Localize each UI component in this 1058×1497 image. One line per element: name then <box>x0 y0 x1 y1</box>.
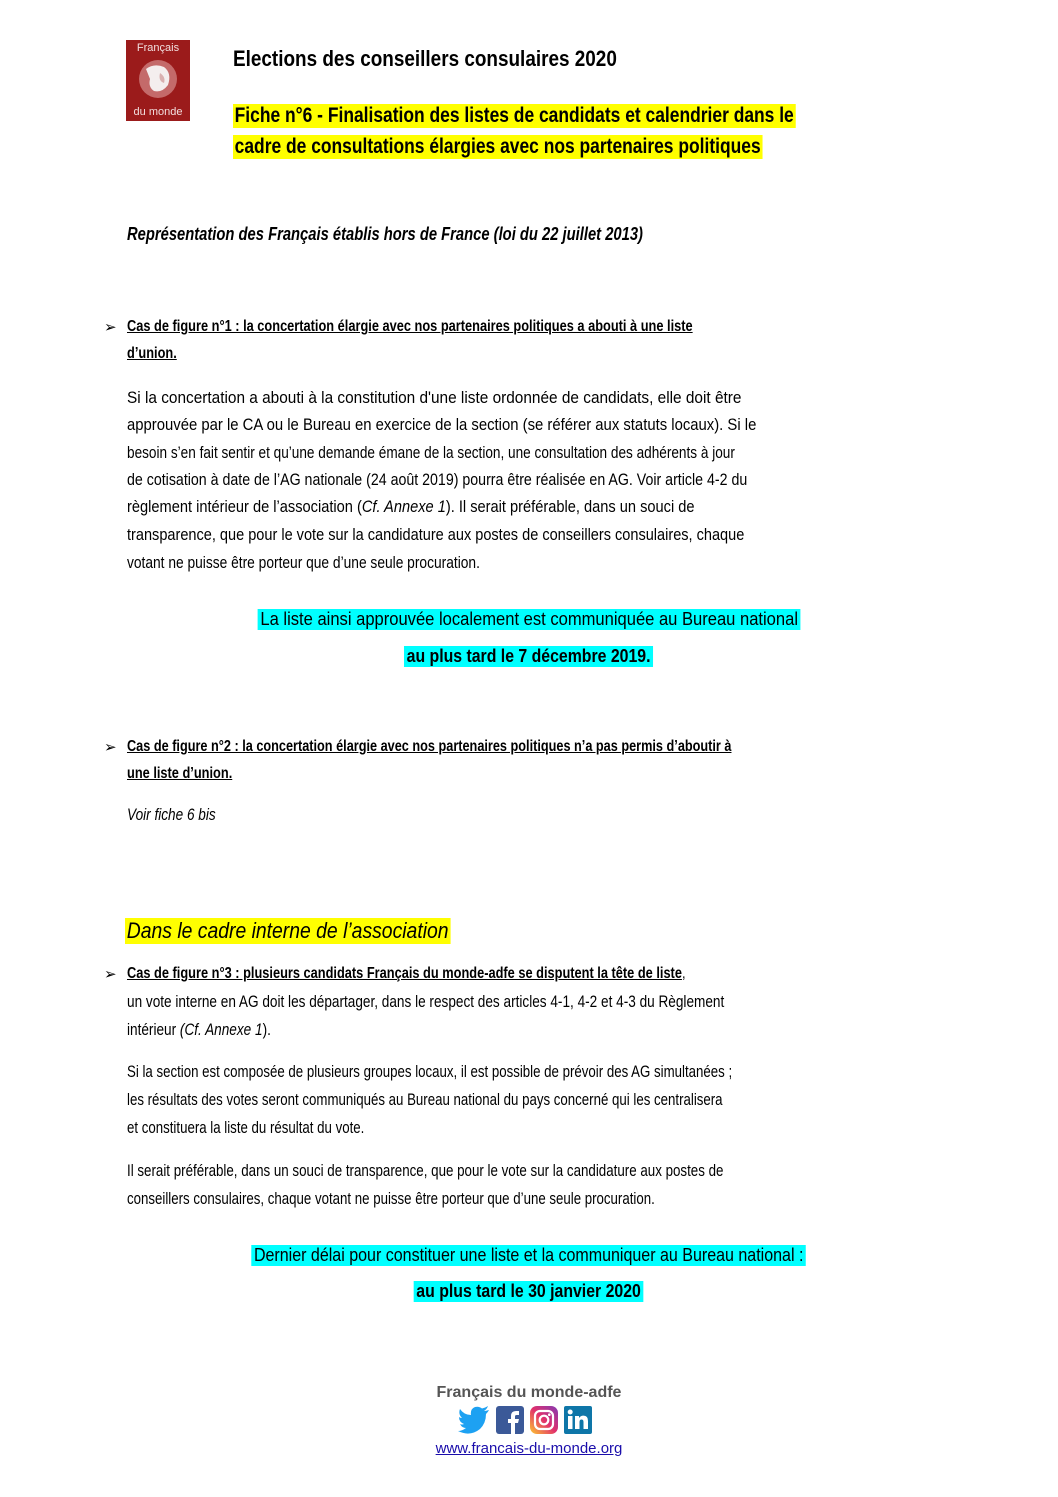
highlight-box <box>0 1281 1058 1302</box>
case1-para-line: Si la concertation a abouti à la constitution d'une liste ordonnée de candidats, elle doit être <box>127 388 742 407</box>
case1-para-line <box>127 497 695 517</box>
case1-title-line-1: Cas de figure n°1 : la concertation élargie avec nos partenaires politiques a abouti à une liste <box>127 318 693 335</box>
annex-reference: (Cf. Annexe 1 <box>179 1020 263 1039</box>
globe-icon <box>138 57 178 101</box>
case3-title: Cas de figure n°3 : plusieurs candidats Français du monde-adfe se disputent la tête de liste <box>127 965 682 982</box>
case1-para-line: de cotisation à date de l’AG nationale (24 août 2019) pourra être réalisée en AG. Voir article 4-2 du <box>127 470 748 489</box>
section-heading: Représentation des Français établis hors de France (loi du 22 juillet 2013) <box>127 224 643 244</box>
case3-para3-line: conseillers consulaires, chaque votant ne puisse être porteur que d’une seule procuration. <box>127 1189 655 1208</box>
case3-line <box>127 1020 271 1040</box>
bullet-arrow-icon: ➢ <box>104 738 117 756</box>
case3-text: ). <box>262 1020 271 1039</box>
facebook-icon[interactable] <box>496 1406 524 1434</box>
case1-para-line: votant ne puisse être porteur que d’une seule procuration. <box>127 553 480 572</box>
case3-para2-line: et constituera la liste du résultat du vote. <box>127 1118 365 1137</box>
highlight-box <box>0 1245 1058 1266</box>
annex-reference: Cf. Annexe 1 <box>361 497 446 516</box>
linkedin-icon[interactable] <box>564 1406 592 1434</box>
website-link[interactable]: www.francais-du-monde.org <box>435 1440 623 1457</box>
highlight-line-1: La liste ainsi approuvée localement est communiquée au Bureau national <box>257 609 800 630</box>
case3-para2-line: les résultats des votes seront communiqués au Bureau national du pays concerné qui les centralisera <box>127 1090 723 1109</box>
case2-title-line-1: Cas de figure n°2 : la concertation élargie avec nos partenaires politiques n’a pas permis d’aboutir à <box>127 738 732 755</box>
case3-para2-line: Si la section est composée de plusieurs groupes locaux, il est possible de prévoir des AG simultanées ; <box>127 1062 733 1081</box>
case2-title-line-2: une liste d’union. <box>127 765 233 782</box>
case2-note: Voir fiche 6 bis <box>127 805 216 824</box>
subtitle-line-2: cadre de consultations élargies avec nos partenaires politiques <box>234 135 761 158</box>
footer-org-name: Français du monde-adfe <box>436 1384 622 1401</box>
logo <box>126 40 190 121</box>
page-title: Elections des conseillers consulaires 2020 <box>233 46 617 71</box>
case1-para-text: règlement intérieur de l’association ( <box>127 497 362 516</box>
instagram-icon[interactable] <box>530 1406 558 1434</box>
case1-para-text: ). Il serait préférable, dans un souci de <box>445 497 695 516</box>
case3-title-suffix: , <box>681 965 686 982</box>
case3-text: intérieur <box>127 1020 180 1039</box>
deadline-date-2: au plus tard le 30 janvier 2020 <box>414 1281 644 1302</box>
case1-para-line: besoin s’en fait sentir et qu’une demande émane de la section, une consultation des adhérents à jour <box>127 443 735 462</box>
logo-bottom-text: du monde <box>133 106 183 118</box>
highlight-box <box>0 609 1058 630</box>
bullet-arrow-icon: ➢ <box>104 965 117 983</box>
case3-para3-line: Il serait préférable, dans un souci de transparence, que pour le vote sur la candidature aux postes de <box>127 1161 724 1180</box>
case1-para-line: approuvée par le CA ou le Bureau en exercice de la section (se référer aux statuts locaux). Si le <box>127 415 757 434</box>
case3-line: un vote interne en AG doit les départager, dans le respect des articles 4-1, 4-2 et 4-3 du Règlement <box>127 992 725 1011</box>
case1-title-line-2: d’union. <box>127 345 177 362</box>
logo-top-text: Français <box>136 42 180 54</box>
subtitle-line-1: Fiche n°6 - Finalisation des listes de candidats et calendrier dans le <box>234 104 794 127</box>
case1-para-line: transparence, que pour le vote sur la candidature aux postes de conseillers consulaires, chaque <box>127 525 745 544</box>
highlight-line-1: Dernier délai pour constituer une liste et la communiquer au Bureau national : <box>252 1245 807 1266</box>
bullet-arrow-icon: ➢ <box>104 318 117 336</box>
twitter-icon[interactable] <box>458 1406 490 1434</box>
footer-url <box>0 1440 1058 1457</box>
highlight-box <box>0 646 1058 667</box>
section2-heading: Dans le cadre interne de l’association <box>126 918 449 943</box>
deadline-date-1: au plus tard le 7 décembre 2019. <box>404 646 653 667</box>
case3-title-line <box>127 965 686 983</box>
social-icons <box>458 1405 603 1435</box>
